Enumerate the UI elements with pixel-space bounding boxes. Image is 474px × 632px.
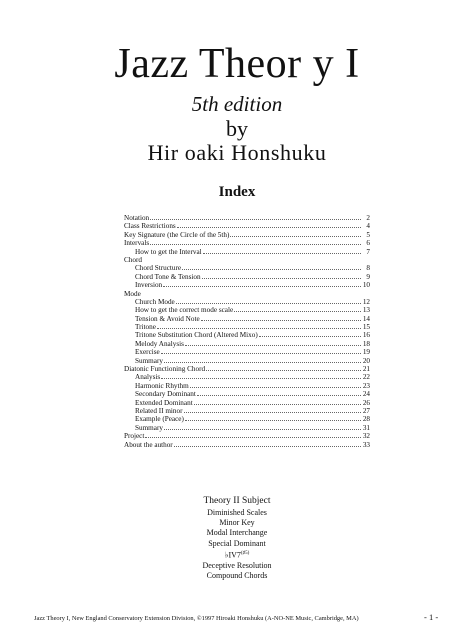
index-entry-page: 12 [362, 297, 370, 306]
by-line: by [226, 116, 248, 141]
dot-leader [230, 236, 361, 237]
dot-leader [194, 404, 361, 405]
index-entry-label: Example (Peace) [135, 415, 184, 424]
index-entry-page: 9 [366, 272, 370, 281]
index-entry [124, 248, 370, 256]
theory-ii-item [0, 518, 474, 528]
dot-leader [184, 412, 361, 413]
index-entry-label: Summary [135, 356, 163, 365]
index-entry-label: Notation [124, 214, 150, 222]
theory-ii-item [0, 528, 474, 538]
index-entry [124, 415, 370, 423]
dot-leader [163, 286, 361, 287]
index-entry-page: 26 [362, 398, 370, 407]
index-entry-label: Tritone Substitution Chord (Altered Mixo) [135, 331, 258, 340]
index-entry [124, 365, 370, 373]
dot-leader [197, 395, 361, 396]
index-entry-page: 32 [362, 432, 370, 441]
dot-leader [161, 353, 361, 354]
index-entry-page: 27 [362, 406, 370, 415]
index-entry-label: Summary [135, 423, 163, 432]
index-entry-page: 2 [366, 214, 370, 222]
index-entry [124, 214, 370, 222]
index-entry-label: Diatonic Functioning Chord [124, 365, 206, 374]
page-number: - 1 - [424, 612, 439, 622]
dot-leader [234, 311, 361, 312]
theory-ii-item-label: Special Dominant [208, 538, 266, 548]
index-entry-label: Chord Tone & Tension [135, 272, 201, 281]
index-entry-page: 31 [362, 423, 370, 432]
index-entry-page: 18 [362, 339, 370, 348]
dot-leader [182, 269, 361, 270]
theory-ii-item-label: Compound Chords [206, 570, 268, 580]
dot-leader [190, 387, 361, 388]
index-entry-page: 13 [362, 306, 370, 315]
index-entry [124, 340, 370, 348]
index-entry-page: 4 [366, 222, 370, 231]
index-entry-page: 15 [362, 323, 370, 332]
index-entry [124, 290, 370, 298]
dot-leader [185, 345, 361, 346]
index-entry-page: 22 [362, 373, 370, 382]
theory-ii-item [0, 539, 474, 549]
index-entry [124, 315, 370, 323]
dot-leader [206, 370, 361, 371]
index-entry-label: Melody Analysis [135, 339, 184, 348]
theory-ii-section [0, 496, 474, 581]
index-entry-label: Exercise [135, 348, 160, 357]
index-entry [124, 306, 370, 314]
index-entry [124, 323, 370, 331]
index-entry-label: About the author [124, 440, 173, 449]
index-entry-label: Class Restrictions [124, 222, 176, 231]
dot-leader [150, 219, 361, 220]
index-entry-page: 6 [366, 239, 370, 248]
dot-leader [145, 437, 361, 438]
index-entry [124, 390, 370, 398]
index-entry-page: 20 [362, 356, 370, 365]
dot-leader [185, 420, 361, 421]
index-entry-label: Church Mode [135, 297, 175, 306]
dot-leader [161, 378, 361, 379]
dot-leader [150, 244, 361, 245]
theory-ii-item-superscript: (♯5) [240, 550, 250, 556]
document-title: Jazz Theor y I [114, 41, 360, 87]
index-entry-label: Mode [124, 289, 141, 298]
theory-ii-item-label: ♭IV7 [224, 550, 241, 560]
index-list [124, 214, 370, 449]
theory-ii-list [0, 508, 474, 581]
theory-ii-item-label: Deceptive Resolution [202, 560, 272, 570]
index-entry [124, 348, 370, 356]
index-entry-label: Chord [124, 255, 142, 264]
index-entry-label: Chord Structure [135, 264, 182, 273]
dot-leader [203, 253, 361, 254]
dot-leader [164, 429, 361, 430]
index-entry-label: Extended Dominant [135, 398, 193, 407]
index-heading: Index [218, 184, 256, 200]
index-entry [124, 222, 370, 230]
index-entry [124, 331, 370, 339]
index-entry [124, 441, 370, 449]
index-entry [124, 298, 370, 306]
dot-leader [177, 227, 361, 228]
index-entry [124, 281, 370, 289]
index-entry-page: 7 [366, 247, 370, 256]
index-entry [124, 382, 370, 390]
index-entry-label: Project [124, 432, 145, 441]
index-entry-label: How to get the Interval [135, 247, 202, 256]
index-entry [124, 273, 370, 281]
dot-leader [201, 320, 361, 321]
index-entry-page: 33 [362, 440, 370, 449]
index-entry-page: 8 [366, 264, 370, 273]
index-entry [124, 231, 370, 239]
theory-ii-item-label: Diminished Scales [207, 508, 267, 517]
index-entry-page: 23 [362, 381, 370, 390]
index-entry [124, 424, 370, 432]
dot-leader [174, 446, 361, 447]
index-entry-page: 19 [362, 348, 370, 357]
dot-leader [259, 336, 361, 337]
index-entry [124, 432, 370, 440]
theory-ii-item [0, 508, 474, 518]
index-entry-label: Secondary Dominant [135, 390, 196, 399]
footer-text: Jazz Theory I, New England Conservatory Extension Division, ©1997 Hiroaki Honshuku (A-NO-NE Music, Cambridge, MA) [34, 615, 359, 622]
index-entry-page: 5 [366, 230, 370, 239]
index-entry-page: 14 [362, 314, 370, 323]
index-entry-label: How to get the correct mode scale [135, 306, 234, 315]
index-entry [124, 264, 370, 272]
index-entry [124, 239, 370, 247]
index-entry-label: Inversion [135, 281, 163, 290]
edition-subtitle: 5th edition [191, 92, 283, 116]
dot-leader [157, 328, 361, 329]
index-entry-page: 24 [362, 390, 370, 399]
author-name: Hir oaki Honshuku [147, 140, 327, 165]
index-entry-page: 10 [362, 281, 370, 290]
index-entry-page: 21 [362, 365, 370, 374]
index-entry [124, 407, 370, 415]
dot-leader [164, 362, 361, 363]
index-entry-label: Analysis [135, 373, 161, 382]
index-entry [124, 256, 370, 264]
index-entry-page: 28 [362, 415, 370, 424]
index-entry-page: 16 [362, 331, 370, 340]
index-entry-label: Key Signature (the Circle of the 5th) [124, 230, 230, 239]
index-entry [124, 399, 370, 407]
index-entry-label: Tritone [135, 323, 156, 332]
theory-ii-item [0, 561, 474, 571]
theory-ii-item [0, 571, 474, 581]
index-entry [124, 373, 370, 381]
dot-leader [202, 278, 361, 279]
index-entry-label: Related II minor [135, 406, 183, 415]
theory-ii-item-label: Modal Interchange [206, 528, 268, 538]
index-entry [124, 357, 370, 365]
theory-ii-item-label: Minor Key [219, 518, 255, 528]
dot-leader [176, 303, 361, 304]
theory-ii-item [0, 549, 474, 561]
index-entry-label: Tension & Avoid Note [135, 314, 200, 323]
theory-ii-heading: Theory II Subject [203, 496, 271, 506]
index-entry-label: Intervals [124, 239, 150, 248]
index-entry-label: Harmonic Rhythm [135, 381, 189, 390]
